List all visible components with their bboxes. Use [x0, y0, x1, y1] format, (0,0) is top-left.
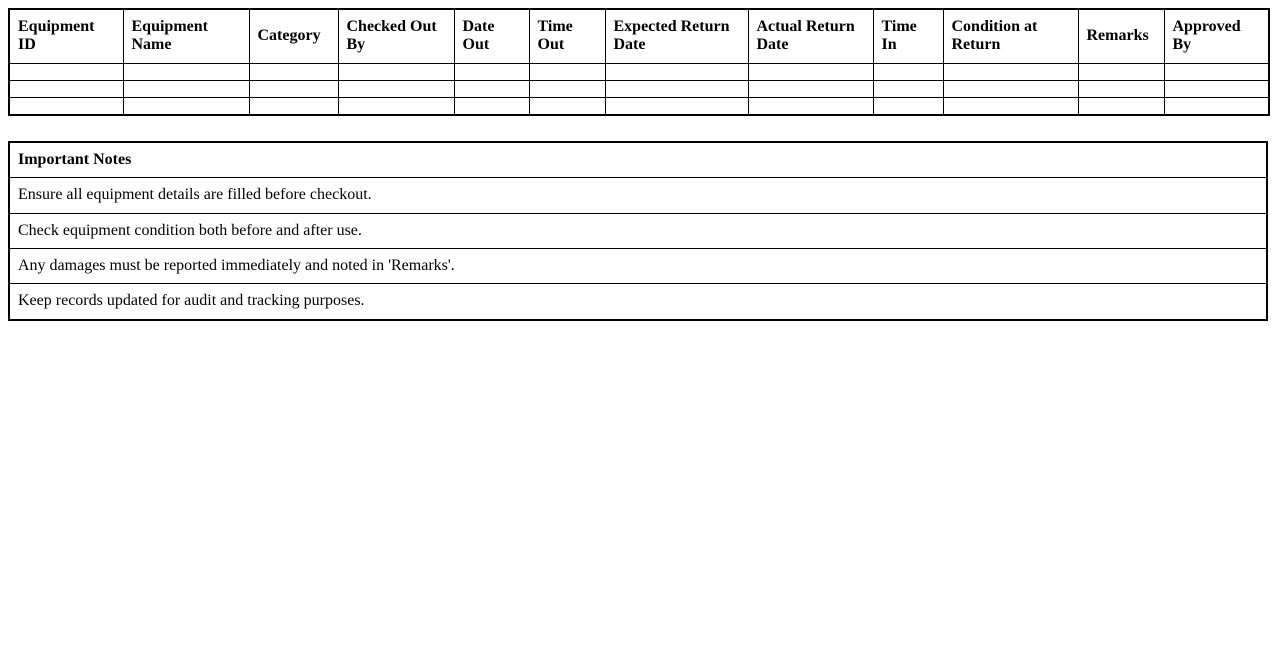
empty-cell [1078, 63, 1164, 80]
note-row [9, 213, 1267, 248]
note-text: Keep records updated for audit and tracking purposes. [9, 284, 1267, 320]
empty-cell [605, 97, 748, 115]
col-header-time-in: Time In [873, 9, 943, 63]
empty-cell [9, 80, 123, 97]
col-header-date-out: Date Out [454, 9, 529, 63]
empty-cell [873, 63, 943, 80]
empty-cell [873, 80, 943, 97]
empty-cell [748, 80, 873, 97]
col-header-approved-by: Approved By [1164, 9, 1269, 63]
empty-cell [943, 80, 1078, 97]
col-header-condition-at-return: Condition at Return [943, 9, 1078, 63]
notes-title: Important Notes [9, 142, 1267, 178]
note-row [9, 178, 1267, 213]
equipment-checkout-table [8, 8, 1270, 116]
empty-cell [943, 97, 1078, 115]
note-row [9, 284, 1267, 320]
empty-cell [1078, 80, 1164, 97]
col-header-time-out: Time Out [529, 9, 605, 63]
note-text: Ensure all equipment details are filled before checkout. [9, 178, 1267, 213]
notes-title-row [9, 142, 1267, 178]
empty-cell [529, 97, 605, 115]
empty-cell [123, 97, 249, 115]
empty-cell [1164, 97, 1269, 115]
empty-cell [123, 63, 249, 80]
empty-cell [454, 80, 529, 97]
empty-cell [1078, 97, 1164, 115]
col-header-category: Category [249, 9, 338, 63]
col-header-checked-out-by: Checked Out By [338, 9, 454, 63]
empty-cell [338, 80, 454, 97]
empty-cell [9, 97, 123, 115]
empty-cell [249, 80, 338, 97]
note-row [9, 248, 1267, 283]
empty-cell [873, 97, 943, 115]
col-header-expected-return-date: Expected Return Date [605, 9, 748, 63]
empty-cell [9, 63, 123, 80]
empty-cell [454, 97, 529, 115]
checkout-empty-row [9, 80, 1269, 97]
empty-cell [249, 63, 338, 80]
note-text: Check equipment condition both before and after use. [9, 213, 1267, 248]
checkout-header-row [9, 9, 1269, 63]
important-notes-table [8, 141, 1268, 321]
empty-cell [748, 63, 873, 80]
note-text: Any damages must be reported immediately and noted in 'Remarks'. [9, 248, 1267, 283]
empty-cell [529, 80, 605, 97]
empty-cell [123, 80, 249, 97]
col-header-equipment-id: Equipment ID [9, 9, 123, 63]
empty-cell [605, 80, 748, 97]
empty-cell [454, 63, 529, 80]
col-header-remarks: Remarks [1078, 9, 1164, 63]
checkout-empty-row [9, 97, 1269, 115]
empty-cell [1164, 63, 1269, 80]
empty-cell [748, 97, 873, 115]
checkout-empty-row [9, 63, 1269, 80]
empty-cell [249, 97, 338, 115]
col-header-equipment-name: Equipment Name [123, 9, 249, 63]
empty-cell [1164, 80, 1269, 97]
empty-cell [529, 63, 605, 80]
col-header-actual-return-date: Actual Return Date [748, 9, 873, 63]
empty-cell [943, 63, 1078, 80]
empty-cell [605, 63, 748, 80]
empty-cell [338, 97, 454, 115]
empty-cell [338, 63, 454, 80]
